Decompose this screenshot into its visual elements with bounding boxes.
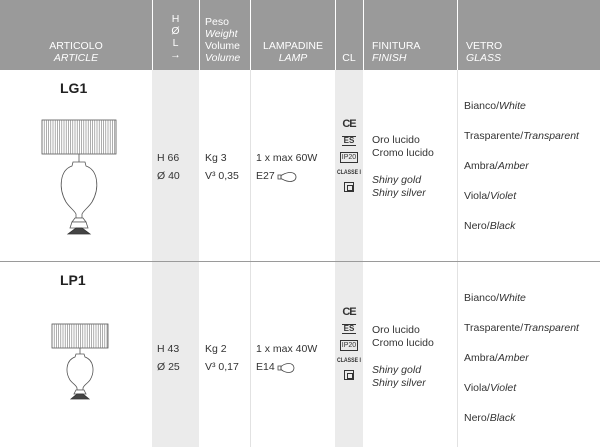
header-glass-label: GLASS	[466, 52, 502, 64]
header-weight-label: Weight	[205, 28, 238, 40]
class-one-mark-icon: CLASSE I	[337, 357, 362, 364]
glass-options	[464, 292, 579, 442]
lamp-socket-row	[256, 170, 317, 183]
double-insulation-icon	[344, 182, 354, 192]
bulb-icon	[277, 363, 295, 373]
finish-it-2: Cromo lucido	[372, 337, 434, 349]
lamp-socket: E27	[256, 170, 275, 182]
header-cl-label: CL	[342, 52, 356, 64]
table-lamp-small-illustration	[50, 322, 110, 402]
header-finish-label: FINISH	[372, 52, 407, 64]
finish-it-1: Oro lucido	[372, 324, 420, 336]
header-finish	[372, 0, 457, 70]
body-divider	[457, 70, 458, 447]
header-finitura-label: FINITURA	[372, 40, 421, 52]
header-volume-it-label: Volume	[205, 40, 241, 52]
header-divider	[363, 0, 364, 70]
ce-mark-icon: CE	[342, 306, 356, 318]
product-code: LP1	[60, 272, 86, 288]
dimension-column-shade	[152, 70, 199, 447]
class-one-mark-icon: CLASSE I	[337, 169, 362, 176]
header-divider	[457, 0, 458, 70]
header-article-label: ARTICLE	[53, 52, 99, 64]
product-weight: Kg 3	[205, 152, 227, 164]
glass-option: Nero/Black	[464, 412, 516, 424]
product-height: H 43	[157, 343, 180, 355]
bulb-icon	[277, 172, 297, 182]
product-lamp	[256, 343, 317, 374]
lamp-power: 1 x max 60W	[256, 152, 318, 164]
product-dimensions	[157, 343, 180, 374]
header-length-symbol: L	[172, 37, 179, 49]
finish-en-2: Shiny silver	[372, 377, 426, 389]
ip20-mark-icon: IP20	[341, 342, 357, 349]
body-divider	[250, 70, 251, 447]
header-divider	[152, 0, 153, 70]
product-code: LG1	[60, 80, 88, 96]
product-volume: V³ 0,17	[205, 361, 239, 373]
product-finish	[372, 134, 434, 200]
glass-option: Viola/Violet	[464, 190, 517, 202]
header-arrow-symbol: →	[170, 49, 181, 61]
finish-en-1: Shiny gold	[372, 174, 422, 186]
lamp-socket: E14	[256, 361, 275, 373]
product-volume: V³ 0,35	[205, 170, 239, 182]
product-diameter: Ø 25	[157, 361, 180, 373]
glass-options	[464, 100, 579, 250]
product-lamp	[256, 152, 317, 183]
product-weight-volume	[205, 152, 239, 183]
ce-mark-icon: CE	[342, 118, 356, 130]
glass-option: Ambra/Amber	[464, 160, 529, 172]
glass-option: Bianco/White	[464, 292, 526, 304]
header-lamp-label: LAMP	[278, 52, 308, 64]
header-divider	[335, 0, 336, 70]
header-divider	[199, 0, 200, 70]
product-diameter: Ø 40	[157, 170, 180, 182]
finish-en-1: Shiny gold	[372, 364, 422, 376]
glass-option: Trasparente/Transparent	[464, 322, 579, 334]
glass-option: Viola/Violet	[464, 382, 517, 394]
header-lamp	[251, 0, 335, 70]
product-dimensions	[157, 152, 180, 183]
double-insulation-icon	[344, 370, 354, 380]
header-dimensions	[152, 0, 199, 70]
header-glass	[466, 0, 596, 70]
header-class	[335, 0, 363, 70]
es-mark-icon: ES	[343, 324, 355, 333]
glass-option: Bianco/White	[464, 100, 526, 112]
header-lampadine-label: LAMPADINE	[263, 40, 323, 52]
header-peso-label: Peso	[205, 16, 229, 28]
row-divider	[0, 261, 600, 262]
header-divider	[250, 0, 251, 70]
glass-option: Ambra/Amber	[464, 352, 529, 364]
certifications	[338, 306, 360, 386]
product-weight: Kg 2	[205, 343, 227, 355]
header-volume-en-label: Volume	[205, 52, 241, 64]
header-height-symbol: H	[171, 13, 180, 25]
finish-it-1: Oro lucido	[372, 134, 420, 146]
glass-option: Nero/Black	[464, 220, 516, 232]
header-vetro-label: VETRO	[466, 40, 503, 52]
finish-it-2: Cromo lucido	[372, 147, 434, 159]
es-mark-icon: ES	[343, 136, 355, 145]
header-article	[0, 0, 152, 70]
header-weight-volume	[205, 0, 255, 70]
product-finish	[372, 324, 434, 390]
header-diameter-symbol: Ø	[171, 25, 180, 37]
header-articolo-label: ARTICOLO	[49, 40, 103, 52]
certifications	[338, 118, 360, 198]
product-weight-volume	[205, 343, 239, 374]
table-lamp-large-illustration	[40, 118, 118, 236]
product-height: H 66	[157, 152, 180, 164]
ip20-mark-icon: IP20	[341, 154, 357, 161]
lamp-socket-row	[256, 361, 317, 374]
glass-option: Trasparente/Transparent	[464, 130, 579, 142]
lamp-power: 1 x max 40W	[256, 343, 318, 355]
finish-en-2: Shiny silver	[372, 187, 426, 199]
